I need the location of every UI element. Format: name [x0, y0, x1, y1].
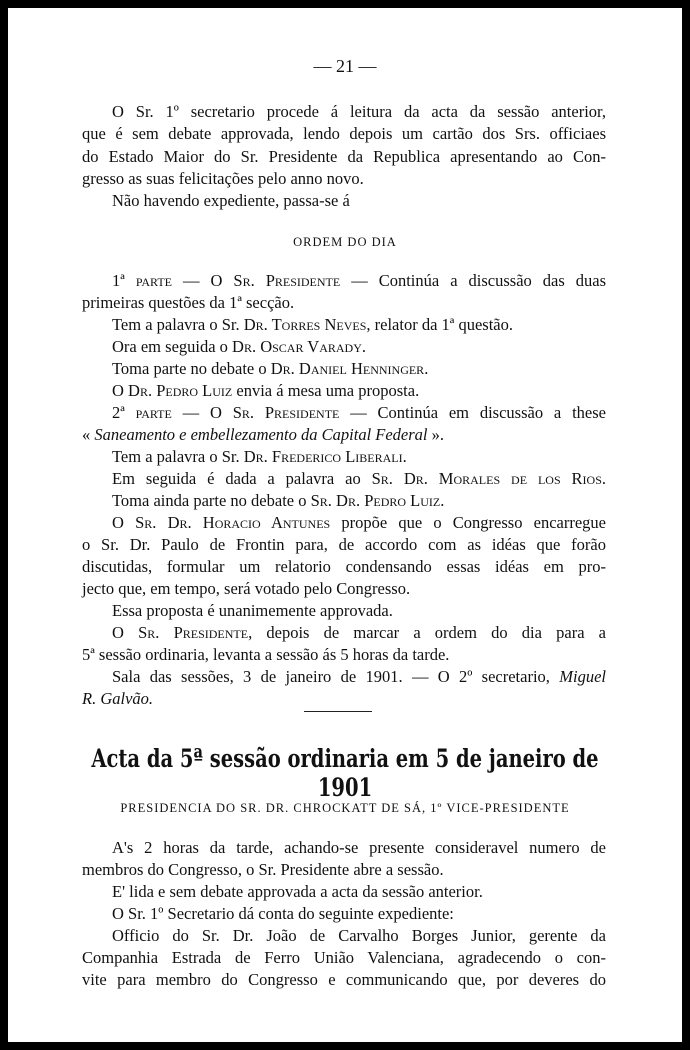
text-line: O Sr. 1º Secretario dá conta do seguinte expediente:	[112, 904, 454, 923]
text-line: R. Galvão.	[82, 689, 154, 708]
text-line: Em seguida é dada a palavra ao Sr. Dr. Morales de los Rios.	[112, 469, 607, 488]
text-line: Sala das sessões, 3 de janeiro de 1901. — O 2º secretario, Miguel	[112, 667, 606, 686]
text-line: Toma parte no debate o Dr. Daniel Henninger.	[112, 359, 429, 378]
text-line: Tem a palavra o Sr. Dr. Frederico Liberali.	[112, 447, 407, 466]
text-line: O Sr. Dr. Horacio Antunes propõe que o Congresso encarregue	[112, 513, 606, 532]
text-line: primeiras questões da 1ª secção.	[82, 293, 295, 312]
text-line: O Sr. Presidente, depois de marcar a ordem do dia para a	[112, 623, 607, 642]
text-line: membros do Congresso, o Sr. Presidente abre a sessão.	[82, 860, 444, 879]
acta-title: Acta da 5ª sessão ordinaria em 5 de janeiro de 1901	[91, 744, 599, 802]
text-line: Tem a palavra o Sr. Dr. Torres Neves, relator da 1ª questão.	[112, 315, 513, 334]
text-line: que é sem debate approvada, lendo depois um cartão dos Srs. officiaes	[82, 124, 606, 143]
text-line: « Saneamento e embellezamento da Capital Federal ».	[82, 425, 445, 444]
document-page	[8, 8, 682, 1042]
section-divider	[304, 711, 372, 712]
text-line: Ora em seguida o Dr. Oscar Varady.	[112, 337, 367, 356]
text-line: Não havendo expediente, passa-se á	[112, 191, 350, 210]
text-line: 2ª parte — O Sr. Presidente — Continúa em discussão a these	[112, 403, 606, 422]
text-line: E' lida e sem debate approvada a acta da sessão anterior.	[112, 882, 483, 901]
text-line: vite para membro do Congresso e communicando que, por deveres do	[82, 970, 606, 989]
text-line: jecto que, em tempo, será votado pelo Congresso.	[82, 579, 411, 598]
page-number: — 21 —	[313, 56, 377, 76]
presidencia-heading: PRESIDENCIA DO SR. DR. CHROCKATT DE SÁ, 1º VICE-PRESIDENTE	[120, 801, 570, 815]
text-line: 1ª parte — O Sr. Presidente — Continúa a discussão das duas	[112, 271, 606, 290]
text-line: Officio do Sr. Dr. João de Carvalho Borges Junior, gerente da	[112, 926, 606, 945]
text-line: A's 2 horas da tarde, achando-se presente consideravel numero de	[112, 838, 606, 857]
text-line: discutidas, formular um relatorio condensando essas idéas em pro-	[82, 557, 606, 576]
ordem-do-dia-heading: ORDEM DO DIA	[293, 235, 397, 249]
text-line: O Sr. 1º secretario procede á leitura da acta da sessão anterior,	[112, 102, 606, 121]
text-line: o Sr. Dr. Paulo de Frontin para, de accordo com as idéas que forão	[82, 535, 606, 554]
text-line: Essa proposta é unanimemente approvada.	[112, 601, 393, 620]
text-line: 5ª sessão ordinaria, levanta a sessão ás 5 horas da tarde.	[82, 645, 450, 664]
text-line: do Estado Maior do Sr. Presidente da Republica apresentando ao Con-	[82, 147, 606, 166]
text-line: O Dr. Pedro Luiz envia á mesa uma proposta.	[112, 381, 420, 400]
text-line: Toma ainda parte no debate o Sr. Dr. Pedro Luiz.	[112, 491, 445, 510]
text-line: Companhia Estrada de Ferro União Valenciana, agradecendo o con-	[82, 948, 606, 967]
text-line: gresso as suas felicitações pelo anno novo.	[82, 169, 364, 188]
